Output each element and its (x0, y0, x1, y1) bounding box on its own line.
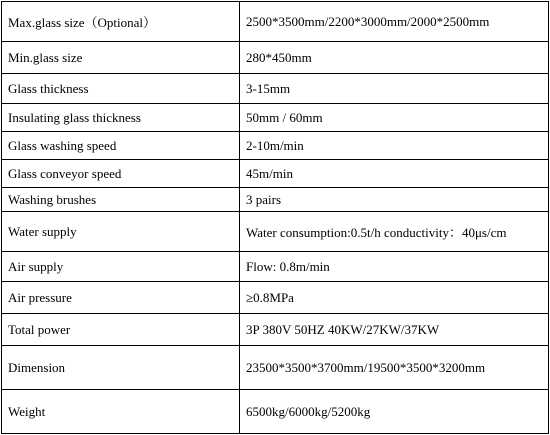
spec-value-total-power: 3P 380V 50HZ 40KW/27KW/37KW (240, 314, 549, 346)
table-row (2, 160, 549, 188)
spec-value-water-supply: Water consumption:0.5t/h conductivity：40μs/cm (240, 212, 549, 252)
table-row (2, 346, 549, 390)
spec-value-weight: 6500kg/6000kg/5200kg (240, 390, 549, 434)
spec-value-glass-conveyor-speed: 45m/min (240, 160, 549, 188)
spec-name-weight: Weight (2, 390, 240, 434)
spec-value-glass-thickness: 3-15mm (240, 74, 549, 104)
specifications-table (1, 1, 549, 434)
table-row (2, 282, 549, 314)
table-row (2, 104, 549, 132)
spec-name-glass-conveyor-speed: Glass conveyor speed (2, 160, 240, 188)
spec-name-glass-thickness: Glass thickness (2, 74, 240, 104)
spec-name-glass-washing-speed: Glass washing speed (2, 132, 240, 160)
spec-name-max-glass-size: Max.glass size（Optional） (2, 2, 240, 42)
spec-value-air-pressure: ≥0.8MPa (240, 282, 549, 314)
table-row (2, 74, 549, 104)
spec-value-glass-washing-speed: 2-10m/min (240, 132, 549, 160)
table-row (2, 390, 549, 434)
spec-value-dimension: 23500*3500*3700mm/19500*3500*3200mm (240, 346, 549, 390)
table-row (2, 212, 549, 252)
spec-name-air-pressure: Air pressure (2, 282, 240, 314)
spec-name-washing-brushes: Washing brushes (2, 188, 240, 212)
table-row (2, 188, 549, 212)
spec-value-min-glass-size: 280*450mm (240, 42, 549, 74)
spec-name-water-supply: Water supply (2, 212, 240, 252)
table-row (2, 314, 549, 346)
spec-name-insulating-glass-thickness: Insulating glass thickness (2, 104, 240, 132)
spec-value-insulating-glass-thickness: 50mm / 60mm (240, 104, 549, 132)
table-row (2, 42, 549, 74)
spec-value-air-supply: Flow: 0.8m/min (240, 252, 549, 282)
spec-value-max-glass-size: 2500*3500mm/2200*3000mm/2000*2500mm (240, 2, 549, 42)
spec-name-total-power: Total power (2, 314, 240, 346)
spec-value-washing-brushes: 3 pairs (240, 188, 549, 212)
table-row (2, 2, 549, 42)
spec-name-dimension: Dimension (2, 346, 240, 390)
spec-name-air-supply: Air supply (2, 252, 240, 282)
spec-name-min-glass-size: Min.glass size (2, 42, 240, 74)
table-row (2, 252, 549, 282)
table-row (2, 132, 549, 160)
